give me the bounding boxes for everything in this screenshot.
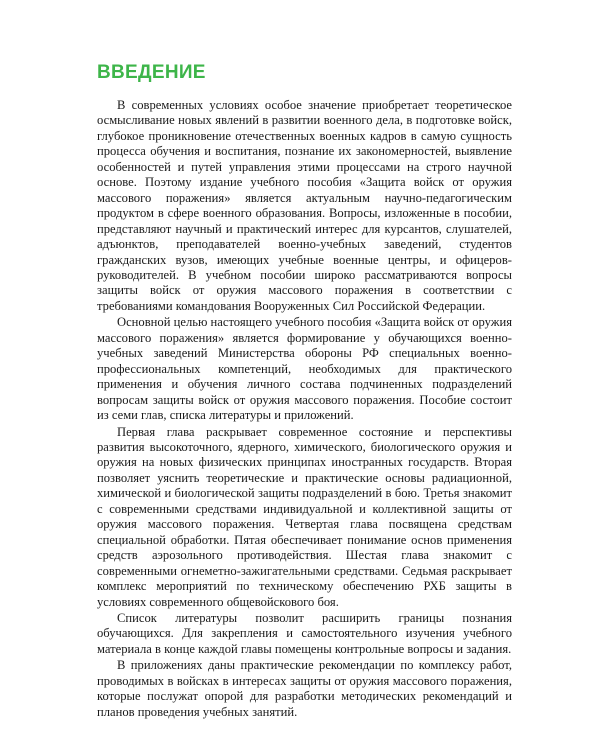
page-title: ВВЕДЕНИЕ (97, 62, 206, 83)
body-text (97, 98, 512, 721)
paragraph: В современных условиях особое значение приобретает теоретическое осмысливание новых явлений в развитии военного дела, в подготовке войск, глубокое проникновение отечественных военных кадров в самую сущность процесса обучения и воспитания, познание их закономерностей, выявление особенностей и путей управления этими процессами на строго научной основе. Поэтому издание учебного пособия «Защита войск от оружия массового поражения» является актуальным научно-педагогическим продуктом в сфере военного образования. Вопросы, изложенные в пособии, представляют научный и практический интерес для курсантов, слушателей, адъюнктов, преподавателей военно-учебных заведений, студентов гражданских вузов, имеющих учебные военные центры, и офицеров-руководителей. В учебном пособии широко рассматриваются вопросы защиты войск от оружия массового поражения в соответствии с требованиями командования Вооруженных Сил Российской Федерации. (97, 98, 512, 313)
paragraph: Первая глава раскрывает современное состояние и перспективы развития высокоточного, ядерного, химического, биологического оружия и оружия на новых физических принципах иностранных государств. Вторая позволяет уяснить теоретические и практические основы радиационной, химической и биологической защиты подразделений в бою. Третья знакомит с современными средствами индивидуальной и коллективной защиты от оружия массового поражения. Четвертая глава посвящена средствам специальной обработки. Пятая обеспечивает понимание основ применения средств аэрозольного противодействия. Шестая глава знакомит с современными огнеметно-зажигательными средствами. Седьмая раскрывает комплекс мероприятий по техническому обеспечению РХБ защиты в условиях современного общевойскового боя. (97, 424, 512, 609)
paragraph: Основной целью настоящего учебного пособия «Защита войск от оружия массового поражения» является формирование у обучающихся военно-учебных заведений Министерства обороны РФ специальных военно-профессиональных компетенций, необходимых для практического применения и обучения личного состава подчиненных подразделений вопросам защиты войск от оружия массового поражения. Пособие состоит из семи глав, списка литературы и приложений. (97, 315, 512, 423)
paragraph: Список литературы позволит расширить границы познания обучающихся. Для закрепления и самостоятельного изучения учебного материала в конце каждой главы помещены контрольные вопросы и задания. (97, 610, 512, 656)
paragraph: В приложениях даны практические рекомендации по комплексу работ, проводимых в войсках в интересах защиты от оружия массового поражения, которые послужат опорой для разработки методических рекомендаций и планов проведения учебных занятий. (97, 658, 512, 719)
